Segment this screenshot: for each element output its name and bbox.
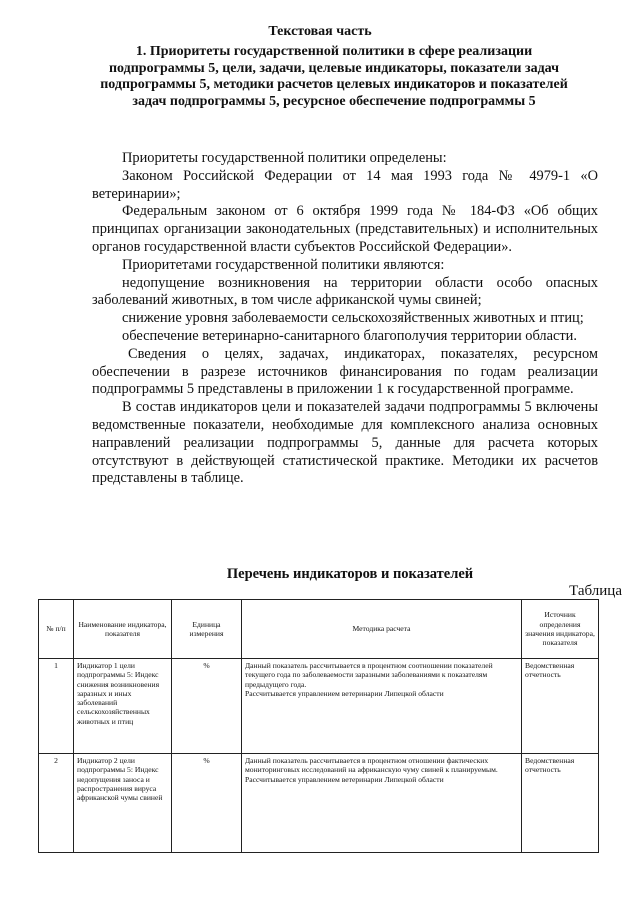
cell-source: Ведомственная отчетность [522,659,599,754]
table-header-row [39,600,599,659]
paragraph-2: Законом Российской Федерации от 14 мая 1993 года № 4979-1 «О ветеринарии»; [92,167,598,202]
table-label: Таблица [569,583,622,599]
paragraph-6: снижение уровня заболеваемости сельскохозяйственных животных и птиц; [122,310,584,327]
method-responsible: Рассчитывается управлением ветеринарии Липецкой области [245,774,444,784]
section-title: Текстовая часть [268,24,372,39]
paragraph-9: В состав индикаторов цели и показателей задачи подпрограммы 5 включены ведомственные показатели, необходимые для комплексного анализа основных направлений реализации подпрограммы 5, данные для расчета которых отсутствуют в действующей статистической практике. Методики их расчетов представлены в таблице. [92,399,598,487]
cell-method [242,754,522,853]
indicators-table [38,599,599,853]
cell-unit: % [172,659,242,754]
header-method: Методика расчета [242,600,522,659]
paragraph-8: Сведения о целях, задачах, индикаторах, показателях, ресурсном обеспечении в разрезе источников финансирования по годам реализации подпрограммы 5 представлены в приложении 1 к государственной программе. [92,345,598,398]
cell-name: Индикатор 2 цели подпрограммы 5: Индекс недопущения заноса и распространения вируса африканской чумы свиней [74,754,172,853]
body-text [92,150,598,488]
cell-unit: % [172,754,242,853]
header-name: Наименование индикатора, показателя [74,600,172,659]
paragraph-3: Федеральным законом от 6 октября 1999 года № 184-ФЗ «Об общих принципах организации законодательных (представительных) и исполнительных органов государственной власти субъектов Российской Федерации». [92,203,598,255]
cell-name: Индикатор 1 цели подпрограммы 5: Индекс снижения возникновения заразных и иных заболеваний сельскохозяйственных животных и птиц [74,659,172,754]
cell-num: 1 [39,659,74,754]
method-description: Данный показатель рассчитывается в процентном отношении фактических мониторинговых исследований на африканскую чуму свиней к планируемым. [245,756,498,775]
table-row [39,659,599,754]
header-num: № п/п [39,600,74,659]
cell-method [242,659,522,754]
paragraph-7: обеспечение ветеринарно-санитарного благополучия территории области. [122,327,577,344]
cell-num: 2 [39,754,74,853]
table-row [39,754,599,853]
cell-source: Ведомственная отчетность [522,754,599,853]
list-title: Перечень индикаторов и показателей [226,566,474,582]
method-description: Данный показатель рассчитывается в процентном соотношении показателей текущего года по заболеваемости заразными заболеваниями к показателям предыдущего года. [245,661,493,689]
header-source: Источник определения значения индикатора, показателя [522,600,599,659]
header-unit: Единица измерения [172,600,242,659]
method-responsible: Рассчитывается управлением ветеринарии Липецкой области [245,688,444,698]
chapter-heading: 1. Приоритеты государственной политики в сфере реализации подпрограммы 5, цели, задачи, целевые индикаторы, показатели задач подпрограммы 5, методики расчетов целевых индикаторов и показателей задач подпрограммы 5, ресурсное обеспечение подпрограммы 5 [100,44,568,109]
paragraph-4: Приоритетами государственной политики являются: [122,256,445,273]
paragraph-5: недопущение возникновения на территории области особо опасных заболеваний животных, в том числе африканской чумы свиней; [92,274,598,309]
paragraph-1: Приоритеты государственной политики определены: [122,150,447,166]
